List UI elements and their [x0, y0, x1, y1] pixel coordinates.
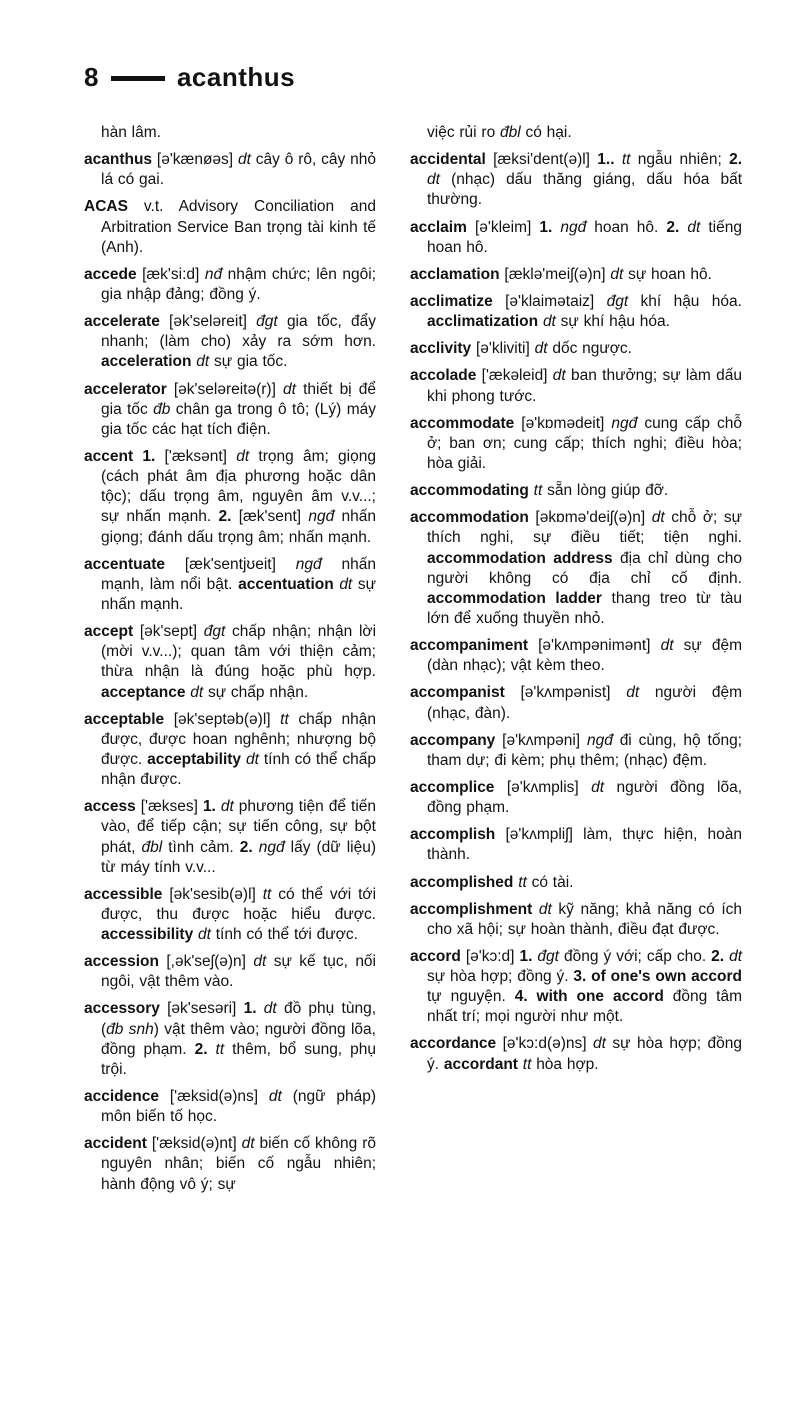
entry-acclimatize: acclimatize [ə'klaimətaiz] đgt khí hậu hóa. acclimatization dt sự khí hậu hóa.	[410, 292, 742, 331]
entry-accommodating: accommodating tt sẵn lòng giúp đỡ.	[410, 482, 669, 500]
entry-accompany: accompany [ə'kʌmpəni] ngđ đi cùng, hộ tống; tham dự; đi kèm; phụ thêm; (nhạc) đệm.	[410, 731, 742, 769]
entry-continuation-viec-rui-ro: việc rủi ro đbl có hại.	[427, 124, 572, 141]
entry-accordance: accordance [ə'kɔ:d(ə)ns] dt sự hòa hợp; đồng ý. accordant tt hòa hợp.	[410, 1035, 742, 1073]
entry-accomplishment: accomplishment dt kỹ năng; khả năng có ích cho xã hội; sự hoàn thành, điều đạt được.	[410, 900, 743, 938]
entry-continuation-han-lam: hàn lâm.	[101, 124, 161, 141]
entry-accentuate: accentuate [æk'sentjʊeit] ngđ nhấn mạnh, làm nổi bật. accentuation dt sự nhấn mạnh.	[84, 555, 376, 613]
entry-accidental: accidental [æksi'dent(ə)l] 1.. tt ngẫu nhiên; 2. dt (nhạc) dấu thăng giáng, dấu hóa bất thường.	[410, 151, 743, 209]
entry-accelerator: accelerator [ək'seləreitə(r)] dt thiết bị để gia tốc đb chân ga trong ô tô; (Lý) máy gia tốc các hạt tích điện.	[84, 380, 377, 438]
entry-accelerate: accelerate [ək'seləreit] đgt gia tốc, đẩy nhanh; (làm cho) xảy ra sớm hơn. acceleration dt sự gia tốc.	[84, 313, 377, 371]
entry-accomplish: accomplish [ə'kʌmpliʃ] làm, thực hiện, hoàn thành.	[410, 826, 742, 864]
entry-acclaim: acclaim [ə'kleim] 1. ngđ hoan hô. 2. dt tiếng hoan hô.	[410, 218, 742, 256]
page-header	[84, 62, 746, 93]
entry-acclamation: acclamation [æklə'meiʃ(ə)n] dt sự hoan hô.	[410, 265, 712, 283]
entry-acas: ACAS v.t. Advisory Conciliation and Arbitration Service Ban trọng tài kinh tế (Anh).	[84, 198, 376, 256]
entry-accent: accent 1. ['æksənt] dt trọng âm; giọng (cách phát âm địa phương hoặc dân tộc); dấu trọng âm, nguyên âm v.v...; sự nhấn mạnh. 2. [æk'sent] ngđ nhấn giọng; đánh dấu trọng âm; nhấn mạnh.	[84, 447, 376, 546]
entry-accede: accede [æk'si:d] nđ nhậm chức; lên ngôi; gia nhập đảng; đồng ý.	[84, 265, 376, 303]
entry-accidence: accidence ['æksid(ə)ns] dt (ngữ pháp) môn biến tố học.	[84, 1088, 376, 1126]
column-left	[84, 123, 376, 1202]
entry-accessible: accessible [ək'sesib(ə)l] tt có thể với tới được, thu được hoặc hiểu được. accessibility dt tính có thể tới được.	[84, 885, 377, 944]
entry-accord: accord [ə'kɔ:d] 1. đgt đồng ý với; cấp cho. 2. dt sự hòa hợp; đồng ý. 3. of one's own accord tự nguyện. 4. with one accord đồng tâm nhất trí; mọi người như một.	[410, 947, 743, 1026]
entry-acceptable: acceptable [ək'septəb(ə)l] tt chấp nhận được, được hoan nghênh; nhượng bộ được. acceptability dt tính có thể chấp nhận được.	[84, 710, 376, 789]
entry-acclivity: acclivity [ə'kliviti] dt dốc ngược.	[410, 340, 632, 358]
page-number: 8	[84, 62, 99, 92]
entry-accomplished: accomplished tt có tài.	[410, 873, 574, 891]
entry-accompaniment: accompaniment [ə'kʌmpənimənt] dt sự đệm (dàn nhạc); vật kèm theo.	[410, 637, 742, 675]
entry-accessory: accessory [ək'sesəri] 1. dt đồ phụ tùng, (đb snh) vật thêm vào; người đồng lõa, đồng phạm. 2. tt thêm, bổ sung, phụ trội.	[84, 1000, 376, 1078]
entry-accompanist: accompanist [ə'kʌmpənist] dt người đệm (nhạc, đàn).	[410, 684, 743, 722]
two-column-text	[84, 123, 746, 1202]
column-right	[410, 123, 742, 1202]
entry-accomplice: accomplice [ə'kʌmplis] dt người đồng lõa, đồng phạm.	[410, 778, 743, 817]
entry-access: access ['ækses] 1. dt phương tiện để tiến vào, để tiếp cận; sự tiến công, sự bột phát, đbl tình cảm. 2. ngđ lấy (dữ liệu) từ máy tính v.v...	[84, 798, 377, 876]
entry-acanthus: acanthus [ə'kænøəs] dt cây ô rô, cây nhỏ lá có gai.	[84, 151, 376, 189]
entry-accept: accept [ək'sept] đgt chấp nhận; nhận lời (mời v.v...); quan tâm với thiện cảm; thừa nhận là đúng hoặc phù hợp. acceptance dt sự chấp nhận.	[84, 623, 377, 701]
entry-accommodate: accommodate [ə'kɒmədeit] ngđ cung cấp chỗ ở; ban ơn; cung cấp; thích nghi; điều hòa; hòa giải.	[410, 414, 742, 472]
entry-accession: accession [,ək'seʃ(ə)n] dt sự kế tục, nối ngôi, vật thêm vào.	[84, 953, 376, 991]
entry-accolade: accolade ['ækəleid] dt ban thưởng; sự làm dấu khi phong tước.	[410, 367, 742, 405]
entry-accommodation: accommodation [əkɒmə'deiʃ(ə)n] dt chỗ ở; sự thích nghi, sự điều tiết; tiện nghi. accommodation address địa chỉ dùng cho người không có địa chỉ cố định. accommodation ladder thang treo từ tàu lớn để xuống thuyền nhỏ.	[410, 509, 743, 627]
header-headword: acanthus	[176, 62, 296, 92]
entry-accident: accident ['æksid(ə)nt] dt biến cố không rõ nguyên nhân; biến cố ngẫu nhiên; hành động vô ý; sự	[84, 1135, 376, 1193]
header-rule	[111, 76, 165, 81]
